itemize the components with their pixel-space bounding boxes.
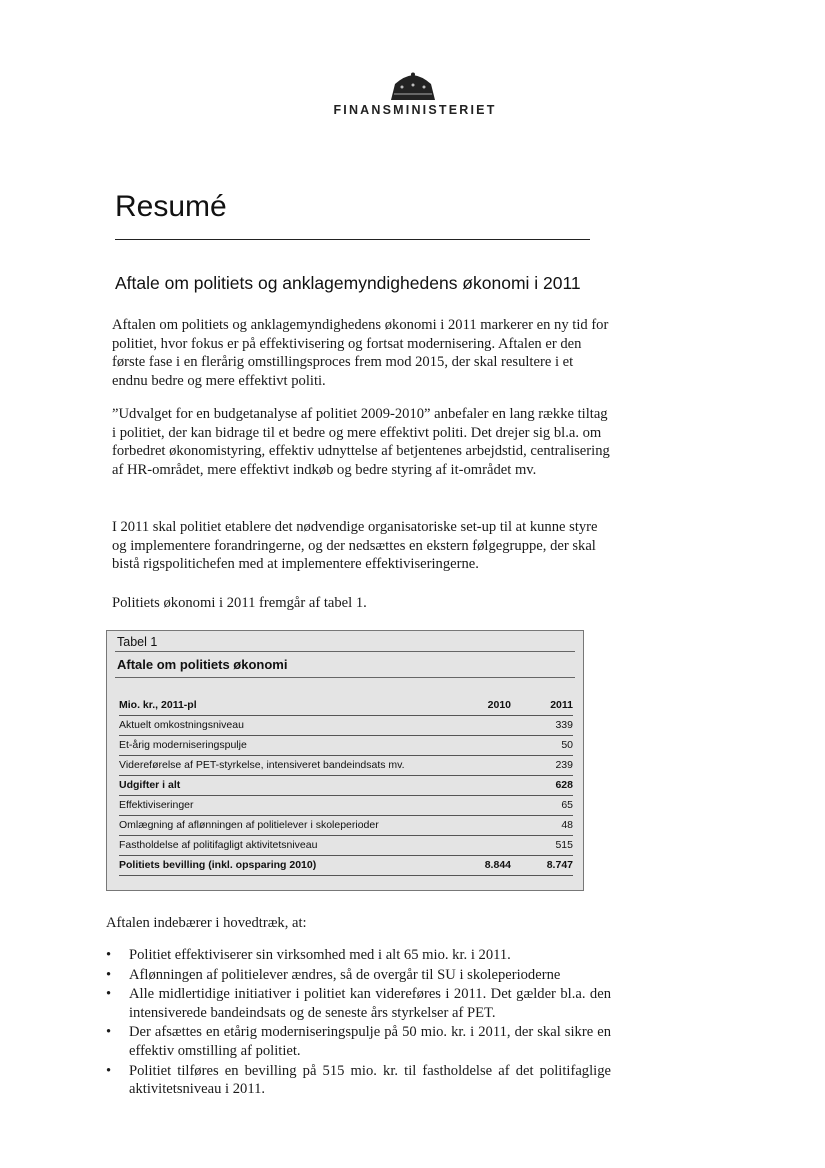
title-divider	[115, 239, 590, 240]
table-row	[119, 735, 573, 756]
ministry-logo	[0, 72, 825, 102]
row-value-2011: 50	[561, 739, 573, 751]
table-header-2011: 2011	[550, 699, 573, 711]
bullet-icon: •	[106, 1062, 112, 1079]
row-value-2011: 515	[555, 839, 573, 851]
table-row	[119, 835, 573, 856]
table-label: Tabel 1	[117, 635, 158, 649]
table-row	[119, 815, 573, 836]
row-label: Fastholdelse af politifagligt aktivitetsniveau	[119, 839, 318, 851]
page-title: Resumé	[115, 190, 227, 223]
row-value-2011: 239	[555, 759, 573, 771]
row-value-2011: 48	[561, 819, 573, 831]
table-header-label: Mio. kr., 2011-pl	[119, 699, 197, 711]
row-label: Udgifter i alt	[119, 779, 181, 791]
crown-icon	[386, 72, 440, 102]
row-label: Aktuelt omkostningsniveau	[119, 719, 244, 731]
list-item-text: Politiet tilføres en bevilling på 515 mio. kr. til fastholdelse af det politifaglige aktivitetsniveau i 2011.	[129, 1062, 611, 1098]
row-value-2010: 8.844	[484, 859, 511, 871]
paragraph-3: I 2011 skal politiet etablere det nødvendige organisatoriske set-up til at kunne styre og implementere forandringerne, og der nedsættes en ekstern følgegruppe, der skal bistå rigspolitichefen med at implementere effektiviseringerne.	[112, 519, 598, 573]
row-label: Et-årig moderniseringspulje	[119, 739, 247, 751]
list-item-text: Politiet effektiviserer sin virksomhed med i alt 65 mio. kr. i 2011.	[129, 947, 511, 963]
row-label: Effektiviseringer	[119, 799, 194, 811]
row-value-2011: 65	[561, 799, 573, 811]
row-label: Politiets bevilling (inkl. opsparing 2010)	[119, 859, 317, 871]
table-row	[119, 755, 573, 776]
list-intro: Aftalen indebærer i hovedtræk, at:	[106, 915, 307, 931]
row-value-2011: 339	[555, 719, 573, 731]
table-divider	[115, 651, 575, 652]
bullet-icon: •	[106, 1024, 112, 1041]
table-divider	[115, 677, 575, 678]
table-header-2010: 2010	[487, 699, 511, 711]
bullet-icon: •	[106, 986, 112, 1003]
key-points-list	[106, 946, 611, 1100]
list-item	[106, 985, 611, 1022]
table-row	[119, 715, 573, 736]
section-heading: Aftale om politiets og anklagemyndighedens økonomi i 2011	[115, 273, 581, 293]
list-item	[106, 1062, 611, 1099]
list-item	[106, 1023, 611, 1060]
row-label: Omlægning af aflønningen af politielever i skoleperioder	[119, 819, 379, 831]
table-row-total	[119, 775, 573, 796]
row-label: Videreførelse af PET-styrkelse, intensiveret bandeindsats mv.	[119, 759, 405, 771]
list-item-text: Der afsættes en etårig moderniseringspulje på 50 mio. kr. i 2011, der skal sikre en effektiv omstilling af politiet.	[129, 1024, 611, 1059]
paragraph-2: ”Udvalget for en budgetanalyse af politiet 2009-2010” anbefaler en lang række tiltag i politiet, der kan bidrage til et bedre og mere effektivt politi. Det drejer sig bl.a. om forbedret økonomistyring, effektiv udnyttelse af betjentenes arbejdstid, centralisering af HR-området, mere effektivt indkøb og bedre styring af it-området mv.	[112, 406, 610, 478]
list-item-text: Aflønningen af politielever ændres, så de overgår til SU i skoleperioderne	[129, 966, 561, 983]
economy-table	[106, 630, 584, 891]
bullet-icon: •	[106, 966, 112, 983]
list-item-text: Alle midlertidige initiativer i politiet kan videreføres i 2011. Det gælder bl.a. den intensiverede bandeindsats og de seneste års styrkelser af PET.	[129, 986, 611, 1021]
list-item	[106, 966, 611, 985]
list-item	[106, 946, 611, 965]
ministry-name: FINANSMINISTERIET	[333, 103, 497, 117]
bullet-icon: •	[106, 947, 112, 963]
table-header-row	[119, 695, 573, 716]
row-value-2011: 628	[555, 779, 573, 791]
paragraph-1: Aftalen om politiets og anklagemyndighedens økonomi i 2011 markerer en ny tid for politiet, hvor fokus er på effektivisering og fortsat modernisering. Aftalen er den første fase i en flerårig omstillingsproces frem mod 2015, der skal resultere i et endnu bedre og mere effektivt politi.	[112, 317, 609, 389]
paragraph-4: Politiets økonomi i 2011 fremgår af tabel 1.	[112, 595, 367, 611]
table-title: Aftale om politiets økonomi	[117, 657, 288, 672]
table-row	[119, 795, 573, 816]
row-value-2011: 8.747	[546, 859, 573, 871]
table-row-total	[119, 855, 573, 876]
